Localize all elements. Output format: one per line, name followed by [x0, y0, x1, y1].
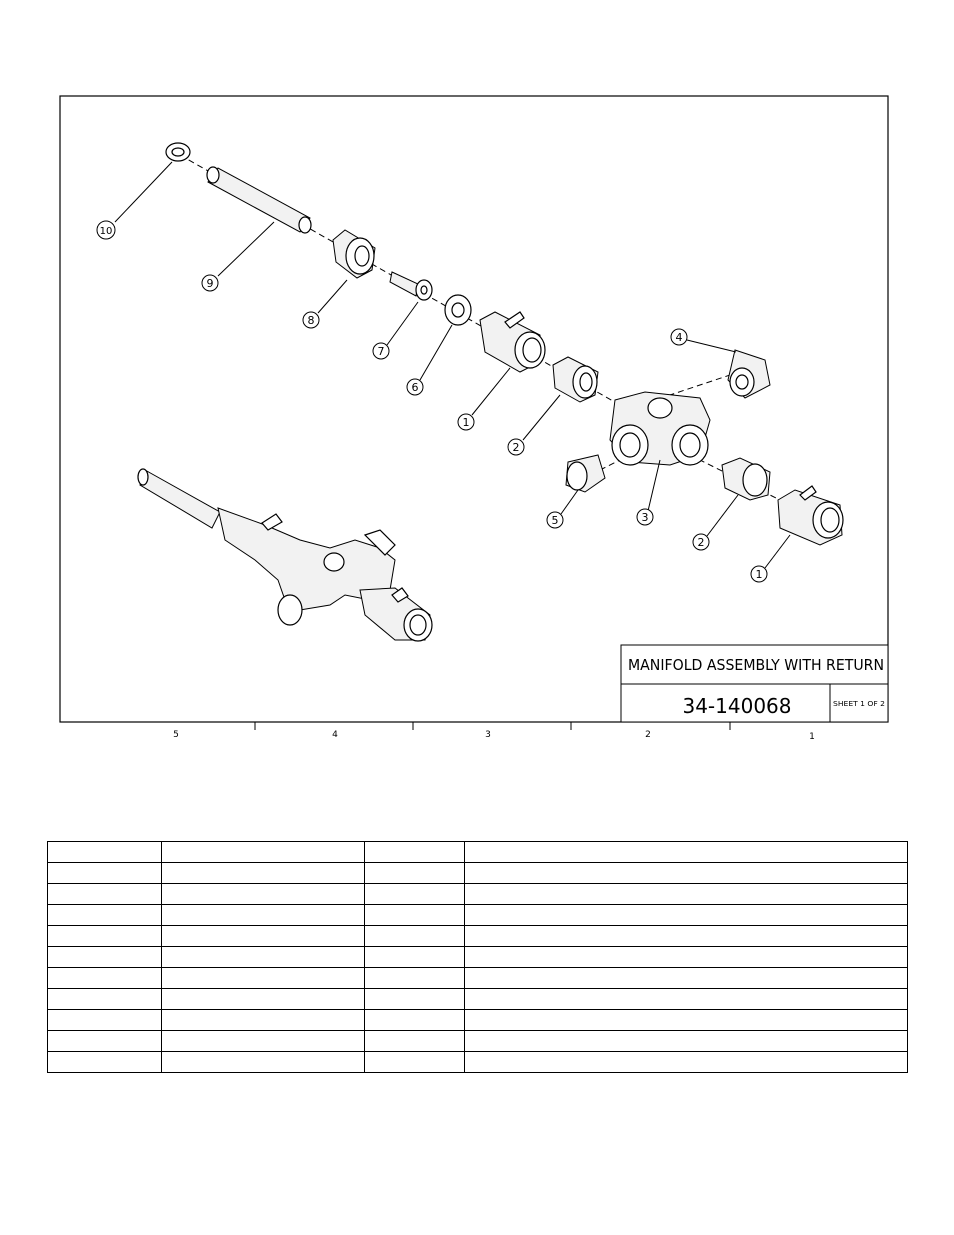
- leader-10: [115, 162, 172, 222]
- table-cell: [365, 1010, 465, 1031]
- table-cell: [365, 842, 465, 863]
- table-cell: [162, 1031, 365, 1052]
- table-cell: [48, 989, 162, 1010]
- leader-5: [561, 490, 578, 514]
- zone-markers: [173, 722, 815, 742]
- table-cell: [48, 947, 162, 968]
- leader-9: [218, 222, 274, 276]
- table-cell: [48, 863, 162, 884]
- table-cell: [465, 947, 908, 968]
- table-cell: [162, 905, 365, 926]
- svg-text:1: 1: [462, 416, 470, 429]
- part-nipple-lower: [722, 458, 770, 500]
- table-row: [48, 905, 908, 926]
- table-row: [48, 884, 908, 905]
- zone-label: 4: [332, 730, 338, 740]
- title-block: [621, 645, 888, 722]
- table-cell: [162, 842, 365, 863]
- table-cell: [365, 905, 465, 926]
- part-barb-fitting: [390, 272, 432, 300]
- zone-label: 5: [173, 730, 179, 740]
- drawing-title: MANIFOLD ASSEMBLY WITH RETURN: [628, 656, 884, 674]
- svg-text:1: 1: [755, 568, 763, 581]
- table-cell: [162, 989, 365, 1010]
- table-cell: [162, 947, 365, 968]
- table-cell: [48, 842, 162, 863]
- svg-text:6: 6: [411, 381, 419, 394]
- balloon-9: [202, 275, 218, 291]
- table-cell: [365, 1052, 465, 1073]
- svg-text:3: 3: [641, 511, 649, 524]
- table-cell: [465, 1010, 908, 1031]
- table-cell: [162, 1010, 365, 1031]
- balloon-1a: [458, 414, 474, 430]
- table-cell: [465, 989, 908, 1010]
- table-cell: [465, 905, 908, 926]
- svg-text:9: 9: [206, 277, 214, 290]
- table-cell: [365, 926, 465, 947]
- table-cell: [162, 1052, 365, 1073]
- table-cell: [465, 884, 908, 905]
- balloon-4: [671, 329, 687, 345]
- balloon-5: [547, 512, 563, 528]
- zone-label: 1: [809, 732, 815, 742]
- table-row: [48, 842, 908, 863]
- table-cell: [162, 884, 365, 905]
- svg-text:8: 8: [307, 314, 315, 327]
- leader-2a: [523, 395, 560, 440]
- table-cell: [48, 1052, 162, 1073]
- leader-3: [648, 460, 660, 511]
- table-cell: [465, 926, 908, 947]
- part-ball-valve-upper: [480, 312, 545, 372]
- balloon-7: [373, 343, 389, 359]
- part-nut: [333, 230, 375, 278]
- balloon-3: [637, 509, 653, 525]
- balloon-1b: [751, 566, 767, 582]
- table-row: [48, 1052, 908, 1073]
- leader-4: [687, 340, 736, 352]
- table-cell: [162, 926, 365, 947]
- svg-text:4: 4: [675, 331, 683, 344]
- table-cell: [465, 968, 908, 989]
- leader-6: [420, 325, 452, 380]
- table-cell: [465, 1052, 908, 1073]
- table-row: [48, 947, 908, 968]
- table-row: [48, 1031, 908, 1052]
- zone-label: 3: [485, 730, 491, 740]
- parts-table-body: [48, 842, 908, 1073]
- svg-text:7: 7: [377, 345, 385, 358]
- table-cell: [365, 989, 465, 1010]
- balloon-6: [407, 379, 423, 395]
- balloon-8: [303, 312, 319, 328]
- part-ball-valve-lower: [778, 486, 843, 545]
- table-row: [48, 968, 908, 989]
- assembled-view: [138, 469, 432, 641]
- drawing-border: [60, 96, 888, 722]
- zone-label: 2: [645, 730, 651, 740]
- leader-2b: [707, 495, 738, 536]
- table-row: [48, 989, 908, 1010]
- part-manifold-body: [610, 392, 710, 465]
- parts-table: [47, 841, 908, 1073]
- svg-text:10: 10: [99, 226, 113, 237]
- leader-7: [387, 302, 418, 345]
- sheet-number: SHEET 1 OF 2: [833, 700, 885, 708]
- table-cell: [465, 1031, 908, 1052]
- part-clamp: [166, 143, 190, 161]
- svg-text:2: 2: [697, 536, 705, 549]
- balloon-10: [97, 221, 115, 239]
- balloon-2b: [693, 534, 709, 550]
- balloon-2a: [508, 439, 524, 455]
- table-cell: [162, 968, 365, 989]
- part-number: 34-140068: [682, 694, 792, 718]
- leader-8: [318, 280, 347, 313]
- leader-1b: [765, 535, 790, 568]
- table-cell: [365, 1031, 465, 1052]
- table-cell: [365, 863, 465, 884]
- svg-text:2: 2: [512, 441, 520, 454]
- table-cell: [48, 884, 162, 905]
- table-cell: [465, 863, 908, 884]
- table-row: [48, 1010, 908, 1031]
- table-cell: [48, 926, 162, 947]
- table-cell: [365, 947, 465, 968]
- table-cell: [162, 863, 365, 884]
- table-cell: [48, 1010, 162, 1031]
- table-row: [48, 863, 908, 884]
- part-elbow: [728, 350, 770, 398]
- table-cell: [365, 968, 465, 989]
- part-washer: [445, 295, 471, 325]
- table-cell: [48, 968, 162, 989]
- table-cell: [365, 884, 465, 905]
- svg-text:5: 5: [551, 514, 559, 527]
- part-hose: [207, 167, 311, 233]
- table-cell: [48, 1031, 162, 1052]
- part-adapter: [566, 455, 605, 492]
- table-cell: [465, 842, 908, 863]
- leader-1a: [472, 368, 510, 415]
- table-row: [48, 926, 908, 947]
- table-cell: [48, 905, 162, 926]
